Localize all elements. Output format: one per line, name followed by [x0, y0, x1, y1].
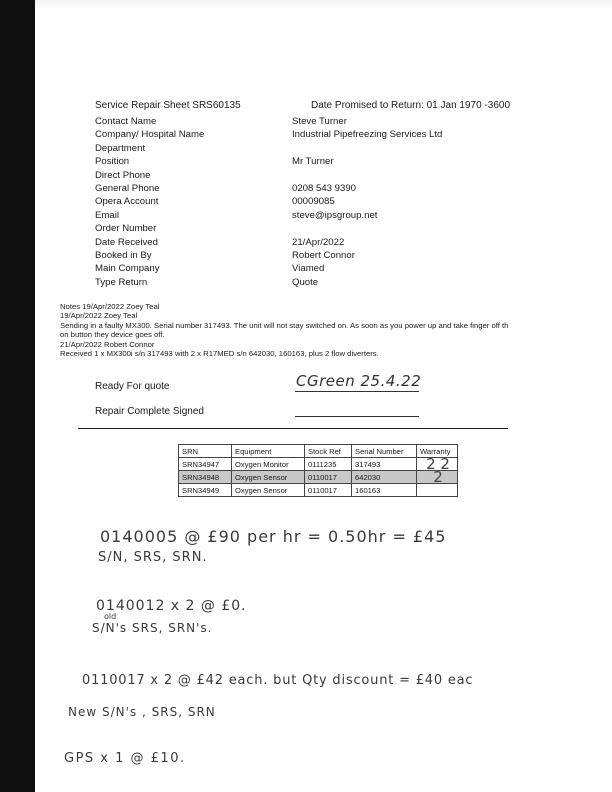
parts-table — [178, 444, 458, 497]
field-row-opera-account — [95, 195, 552, 208]
field-row-main-company — [95, 262, 552, 275]
field-label: Date Received — [95, 236, 158, 248]
field-row-contact-name — [95, 115, 552, 128]
details-fields — [95, 115, 552, 289]
cell-equipment: Oxygen Monitor — [232, 458, 305, 471]
field-label: Contact Name — [95, 116, 157, 127]
repair-signature-line — [295, 416, 419, 417]
field-row-direct-phone — [95, 169, 552, 182]
column-header-warranty: Warranty — [417, 445, 458, 458]
note-line: 21/Apr/2022 Robert Connor — [60, 339, 155, 349]
note-line: Received 1 x MX300i s/n 317493 with 2 x R17MED s/n 642030, 160163, plus 2 flow diverters. — [60, 349, 379, 359]
handwritten-line-labour-refs: S/N, SRS, SRN. — [98, 550, 208, 565]
field-value: Mr Turner — [292, 156, 334, 168]
field-value: Steve Turner — [292, 116, 347, 127]
field-value: Viamed — [292, 263, 325, 275]
cell-stock-ref: 0111235 — [305, 458, 352, 471]
column-header-srn: SRN — [179, 445, 232, 458]
scan-edge — [0, 0, 35, 792]
field-row-general-phone — [95, 182, 552, 195]
note-line: 19/Apr/2022 Zoey Teal — [60, 311, 138, 321]
field-label: Order Number — [95, 223, 157, 235]
field-label: Type Return — [95, 276, 148, 288]
field-row-email — [95, 209, 552, 222]
cell-srn: SRN34949 — [179, 484, 232, 497]
handwritten-line-part-0140012-refs: S/N's SRS, SRN's. — [92, 621, 213, 635]
column-header-stock-ref: Stock Ref — [305, 445, 352, 458]
field-label: Opera Account — [95, 196, 159, 208]
field-row-type-return — [95, 276, 552, 289]
ready-signature-line — [295, 391, 419, 392]
cell-serial-number: 642030 — [352, 471, 417, 484]
field-value: 21/Apr/2022 — [292, 236, 345, 248]
handwritten-line-gps: GPS x 1 @ £10. — [64, 751, 186, 766]
column-header-serial-number: Serial Number — [352, 445, 417, 458]
field-row-order-number — [95, 222, 552, 235]
field-value — [292, 169, 552, 182]
cell-stock-ref: 0110017 — [305, 484, 352, 497]
handwritten-line-part-0110017-refs: New S/N's , SRS, SRN — [68, 705, 216, 719]
field-row-position — [95, 155, 552, 168]
note-line: on button they device goes off. — [60, 330, 165, 340]
field-label: General Phone — [95, 182, 160, 194]
note-line: Sending in a faulty MX300. Serial number 317493. The unit will not stay switched on. As soon as you power up and take finger off th — [60, 320, 509, 330]
cell-srn: SRN34947 — [179, 458, 232, 471]
promise-date: Date Promised to Return: 01 Jan 1970 -3600 — [311, 100, 511, 111]
field-row-company — [95, 128, 552, 141]
field-label: Position — [95, 156, 130, 168]
table-header-row — [179, 445, 458, 458]
cell-equipment: Oxygen Sensor — [232, 471, 305, 484]
cell-serial-number: 317493 — [352, 458, 417, 471]
warranty-handwritten-marks: 2 2 2 — [426, 455, 450, 486]
field-value: Robert Connor — [292, 249, 355, 261]
field-row-date-received — [95, 236, 552, 249]
cell-srn: SRN34948 — [179, 471, 232, 484]
handwritten-note-old: old — [104, 612, 117, 621]
field-row-department — [95, 142, 552, 155]
handwritten-line-part-0140012: 0140012 x 2 @ £0. — [96, 598, 247, 614]
column-header-equipment: Equipment — [232, 445, 305, 458]
field-value: Quote — [292, 276, 319, 288]
field-label: Department — [95, 142, 146, 154]
sheet-title: Service Repair Sheet SRS60135 — [95, 100, 241, 111]
field-label: Main Company — [95, 263, 160, 275]
table-row — [179, 458, 458, 471]
handwritten-line-labour: 0140005 @ £90 per hr = 0.50hr = £45 — [100, 527, 447, 546]
scan-edge-top — [35, 0, 612, 10]
table-row — [179, 484, 458, 497]
field-label: Email — [95, 209, 119, 221]
field-value: 00009085 — [292, 196, 335, 208]
section-divider — [78, 428, 508, 429]
ready-signature: CGreen 25.4.22 — [296, 372, 422, 390]
field-label: Company/ Hospital Name — [95, 129, 205, 141]
cell-stock-ref: 0110017 — [305, 471, 352, 484]
field-value — [292, 222, 552, 235]
ready-for-quote-label: Ready For quote — [95, 381, 170, 392]
note-line: Notes 19/Apr/2022 Zoey Teal — [60, 302, 160, 311]
notes-block — [60, 302, 608, 358]
cell-equipment: Oxygen Sensor — [232, 484, 305, 497]
field-value: Industrial Pipefreezing Services Ltd — [292, 129, 443, 141]
field-value: steve@ipsgroup.net — [292, 209, 378, 221]
table-row — [179, 471, 458, 484]
handwritten-line-part-0110017: 0110017 x 2 @ £42 each. but Qty discount = £40 eac — [82, 673, 474, 688]
cell-serial-number: 160163 — [352, 484, 417, 497]
field-label: Booked in By — [95, 249, 152, 261]
field-value: 0208 543 9390 — [292, 182, 357, 194]
field-label: Direct Phone — [95, 169, 151, 181]
repair-complete-label: Repair Complete Signed — [95, 406, 204, 417]
field-value — [292, 142, 552, 155]
field-row-booked-in-by — [95, 249, 552, 262]
